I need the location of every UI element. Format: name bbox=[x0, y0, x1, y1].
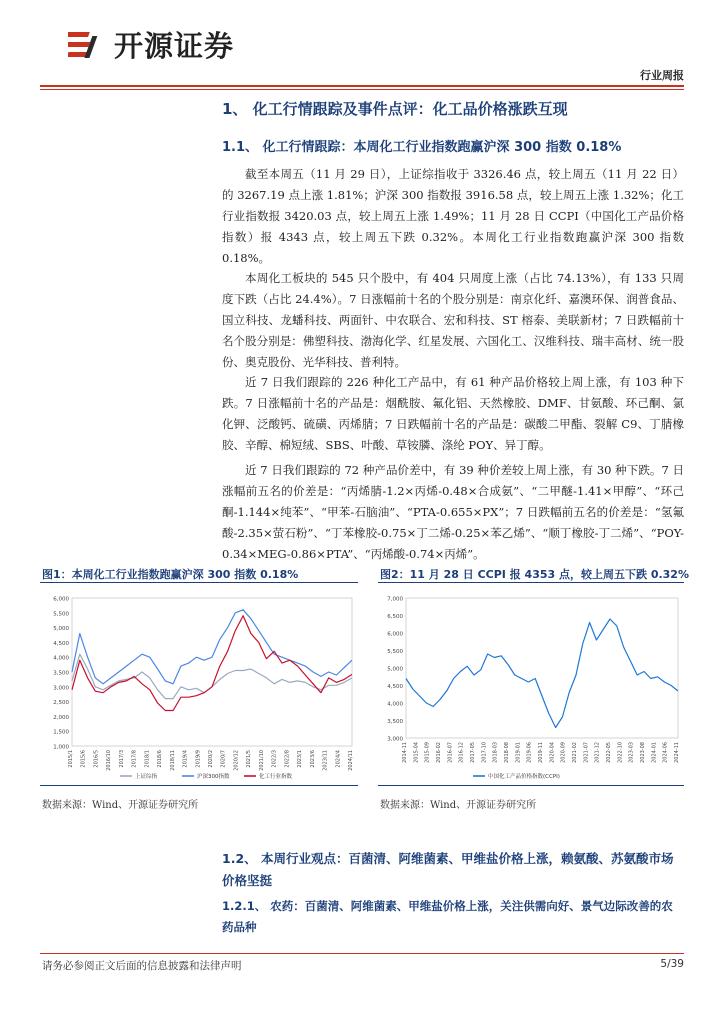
header-divider-thin bbox=[40, 89, 684, 90]
section-heading: 1、 化工行情跟踪及事件点评：化工品价格涨跌互现 bbox=[222, 100, 568, 118]
x-tick-label: 2015/6 bbox=[80, 750, 87, 768]
x-tick-label: 2024/11 bbox=[348, 750, 354, 771]
figure-1-source: 数据来源：Wind、开源证券研究所 bbox=[42, 800, 199, 811]
x-tick-label: 2024-01 bbox=[651, 742, 658, 763]
paragraph-spreads: 近 7 日我们跟踪的 72 种产品价差中，有 39 种价差较上周上涨，有 30 种下跌。7 日涨幅前五名的价差是：“丙烯腈-1.2×丙烯-0.48×合成氨”、“二甲醚-1.41×甲醇”、“环己酮-1.144×纯苯”、“甲苯-石脑油”、“PTA-0.655×PX”；7 日跌幅前五名的价差是：“氢氟酸-2.35×萤石粉”、“丁苯橡胶-0.75×丁二烯-0.25×苯乙烯”、“顺丁橡胶-丁二烯”、“POY-0.34×MEG-0.86×PTA”、“丙烯酸-0.74×丙烯”。 bbox=[222, 463, 684, 561]
x-tick-label: 2021/5 bbox=[246, 750, 253, 768]
x-tick-label: 2019/4 bbox=[182, 750, 189, 768]
x-tick-label: 2023/1 bbox=[297, 750, 304, 768]
series-line bbox=[72, 616, 352, 711]
legend-label: 沪深300指数 bbox=[197, 774, 230, 780]
header-divider bbox=[40, 85, 684, 87]
footer-divider bbox=[40, 953, 684, 954]
figure-2-source: 数据来源：Wind、开源证券研究所 bbox=[380, 800, 537, 811]
x-tick-label: 2017/3 bbox=[118, 750, 125, 768]
report-type-tag: 行业周报 bbox=[640, 69, 684, 82]
x-tick-label: 2019-01 bbox=[515, 742, 522, 763]
subsection-heading: 1.1、 化工行情跟踪：本周化工行业指数跑赢沪深 300 指数 0.18% bbox=[222, 140, 622, 155]
x-tick-label: 2020-04 bbox=[549, 742, 556, 763]
x-tick-label: 2023-03 bbox=[628, 742, 635, 763]
y-tick-label: 4,000 bbox=[53, 655, 69, 662]
x-tick-label: 2022-05 bbox=[606, 742, 612, 763]
paragraph-market: 截至本周五（11 月 29 日），上证综指收于 3326.46 点，较上周五（11 月 22 日）的 3267.19 点上涨 1.81%；沪深 300 指数报 3916.58 点，较上周五上涨 1.32%；化工行业指数报 3420.03 点，较上周五上涨 1.49%；11 月 28 日 CCPI（中国化工产品价格指数）报 4343 点，较上周五下跌 0.32%。本周化工行业指数跑赢沪深 300 指数 0.18%。 bbox=[222, 167, 684, 265]
figure-1-top-rule bbox=[40, 582, 358, 583]
page-number: 5/39 bbox=[660, 958, 684, 970]
paragraph-stocks: 本周化工板块的 545 只个股中，有 404 只周度上涨（占比 74.13%），有 133 只周度下跌（占比 24.4%）。7 日涨幅前十名的个股分别是：南京化纤、嘉澳环保、润普食品、国立科技、龙蟠科技、两面针、中农联合、宏和科技、ST 榕泰、美联新材；7 日跌幅前十名个股分别是：佛塑科技、渤海化学、红星发展、六国化工、汉维科技、瑞丰高材、统一股份、奥克股份、光华科技、普利特。 bbox=[222, 271, 684, 369]
y-tick-label: 3,500 bbox=[387, 719, 403, 725]
x-tick-label: 2024/4 bbox=[335, 750, 342, 768]
series-line bbox=[406, 619, 678, 728]
y-tick-label: 6,000 bbox=[53, 596, 69, 603]
y-tick-label: 2,500 bbox=[53, 700, 69, 707]
y-tick-label: 5,500 bbox=[387, 649, 403, 655]
x-tick-label: 2021-12 bbox=[594, 742, 601, 763]
x-tick-label: 2022-10 bbox=[617, 742, 624, 763]
x-tick-label: 2022/3 bbox=[271, 750, 278, 768]
figure-2-bottom-rule bbox=[378, 785, 684, 786]
legend-label: 中国化工产品价格指数(CCPI) bbox=[488, 774, 560, 780]
plot-frame bbox=[406, 598, 678, 738]
x-tick-label: 2023/11 bbox=[322, 750, 329, 771]
figure-2-chart bbox=[378, 588, 684, 783]
y-tick-label: 5,500 bbox=[53, 611, 69, 618]
x-tick-label: 2021/10 bbox=[258, 750, 265, 771]
y-tick-label: 1,500 bbox=[53, 729, 69, 736]
figure-1-chart bbox=[40, 588, 358, 783]
x-tick-label: 2020/12 bbox=[233, 750, 240, 771]
x-tick-label: 2022/8 bbox=[284, 750, 291, 768]
legend-label: 上证综指 bbox=[135, 774, 158, 780]
figure-2-title: 图2：11 月 28 日 CCPI 报 4353 点，较上周五下跌 0.32% bbox=[380, 568, 689, 581]
x-tick-label: 2014-11 bbox=[402, 742, 408, 763]
x-tick-label: 2016-02 bbox=[436, 742, 442, 763]
series-line bbox=[72, 654, 352, 698]
y-tick-label: 3,000 bbox=[53, 685, 69, 692]
legend-label: 化工行业指数 bbox=[259, 774, 293, 780]
y-tick-label: 3,000 bbox=[387, 736, 403, 743]
x-tick-label: 2024-06 bbox=[662, 742, 669, 763]
x-tick-label: 2017/8 bbox=[131, 750, 138, 768]
subsubsection-heading: 1.2.1、 农药：百菌清、阿维菌素、甲维盐价格上涨，关注供需向好、景气边际改善的农药品种 bbox=[222, 899, 673, 934]
y-tick-label: 4,500 bbox=[53, 640, 69, 647]
y-tick-label: 6,000 bbox=[387, 631, 403, 638]
x-tick-label: 2018/11 bbox=[169, 750, 176, 771]
x-tick-label: 2019-11 bbox=[538, 742, 544, 763]
x-tick-label: 2017-05 bbox=[470, 742, 476, 763]
x-tick-label: 2016/10 bbox=[106, 750, 113, 771]
x-tick-label: 2023-08 bbox=[640, 742, 646, 763]
figure-1-title: 图1：本周化工行业指数跑赢沪深 300 指数 0.18% bbox=[42, 568, 299, 581]
y-tick-label: 4,500 bbox=[387, 684, 403, 690]
x-tick-label: 2015/1 bbox=[68, 750, 74, 768]
x-tick-label: 2019-06 bbox=[526, 742, 533, 763]
y-tick-label: 4,000 bbox=[387, 701, 403, 708]
brand-logo-icon bbox=[68, 26, 108, 66]
x-tick-label: 2020-09 bbox=[560, 742, 567, 763]
y-tick-label: 3,500 bbox=[53, 670, 69, 677]
brand-name: 开源证券 bbox=[114, 29, 235, 63]
x-tick-label: 2021-02 bbox=[572, 742, 578, 763]
x-tick-label: 2019/9 bbox=[195, 750, 202, 768]
y-tick-label: 6,500 bbox=[387, 614, 403, 620]
x-tick-label: 2021-07 bbox=[583, 742, 590, 763]
subsection-heading-2: 1.2、 本周行业观点：百菌清、阿维菌素、甲维盐价格上涨，赖氨酸、苏氨酸市场价格坚挺 bbox=[222, 851, 674, 888]
x-tick-label: 2020/7 bbox=[220, 750, 227, 768]
y-tick-label: 5,000 bbox=[53, 626, 69, 633]
y-tick-label: 2,000 bbox=[53, 714, 69, 721]
x-tick-label: 2018/1 bbox=[144, 750, 151, 768]
y-tick-label: 5,000 bbox=[387, 666, 403, 673]
figure-2-top-rule bbox=[378, 582, 684, 583]
figure-1-bottom-rule bbox=[40, 785, 358, 786]
x-tick-label: 2018-08 bbox=[504, 742, 510, 763]
y-tick-label: 7,000 bbox=[387, 596, 403, 603]
x-tick-label: 2017-10 bbox=[481, 742, 488, 763]
y-tick-label: 1,000 bbox=[53, 744, 69, 751]
footer-disclaimer: 请务必参阅正文后面的信息披露和法律声明 bbox=[42, 960, 242, 972]
x-tick-label: 2016-12 bbox=[458, 742, 465, 763]
x-tick-label: 2024-11 bbox=[674, 742, 680, 763]
series-line bbox=[72, 610, 352, 684]
x-tick-label: 2015-09 bbox=[424, 742, 431, 763]
x-tick-label: 2016-07 bbox=[447, 742, 454, 763]
x-tick-label: 2018/6 bbox=[157, 750, 164, 768]
plot-frame bbox=[72, 598, 352, 746]
x-tick-label: 2020/2 bbox=[208, 750, 214, 768]
paragraph-products: 近 7 日我们跟踪的 226 种化工产品中，有 61 种产品价格较上周上涨，有 103 种下跌。7 日涨幅前十名的产品是：烟酰胺、氟化铝、天然橡胶、DMF、甘氨酸、环己酮、氯化钾、泛酸钙、硫磺、丙烯腈；7 日跌幅前十名的产品是：碳酸二甲酯、裂解 C9、丁腈橡胶、辛醇、棉短绒、SBS、叶酸、草铵膦、涤纶 POY、异丁醇。 bbox=[222, 375, 684, 452]
x-tick-label: 2023/6 bbox=[309, 750, 316, 768]
x-tick-label: 2018-03 bbox=[492, 742, 499, 763]
x-tick-label: 2016/5 bbox=[93, 750, 100, 768]
x-tick-label: 2015-04 bbox=[413, 742, 420, 763]
